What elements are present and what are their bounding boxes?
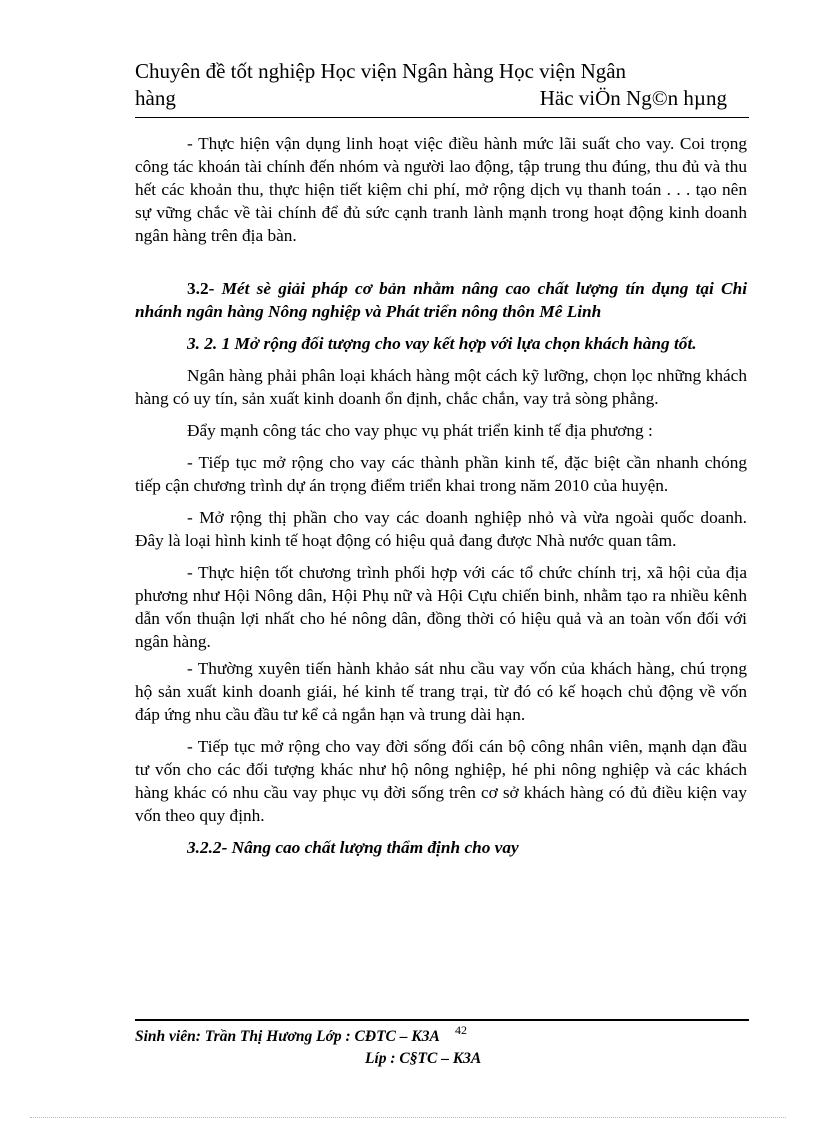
paragraph-3: Đẩy mạnh công tác cho vay phục vụ phát triển kinh tế địa phương : [187,421,653,440]
page-bottom-dotted-line [30,1117,786,1118]
page-number: 42 [455,1023,467,1037]
main-content [135,132,747,859]
paragraph-8: - Tiếp tục mở rộng cho vay đời sống đối cán bộ công nhân viên, mạnh dạn đầu tư vốn cho các đối tượng khác như hộ nông nghiệp, hé phi nông nghiệp và các khách hàng khác có nhu cầu vay phục vụ đời sống trên cơ sở khách hàng có đủ điều kiện vay vốn theo quy định. [135,737,747,825]
section-heading-3-2-1: 3. 2. 1 Mở rộng đối tượng cho vay kết hợp với lựa chọn khách hàng tốt. [187,334,697,353]
section-3-2-number: 3.2- [187,279,222,298]
running-footer [135,1026,481,1070]
paragraph-5: - Mở rộng thị phần cho vay các doanh nghiệp nhỏ và vừa ngoài quốc doanh. Đây là loại hình kinh tế hoạt động có hiệu quả đang được Nhà nước quan tâm. [135,508,747,550]
paragraph-4: - Tiếp tục mở rộng cho vay các thành phần kinh tế, đặc biệt cần nhanh chóng tiếp cận chương trình dự án trọng điểm triển khai trong năm 2010 của huyện. [135,453,747,495]
section-3-2-title: Mét sè giải pháp cơ bản nhằm nâng cao chất lượng tín dụng tại Chi nhánh ngân hàng Nông nghiệp và Phát triển nông thôn Mê Linh [135,279,747,321]
paragraph-6: - Thực hiện tốt chương trình phối hợp với các tổ chức chính trị, xã hội của địa phương như Hội Nông dân, Hội Phụ nữ và Hội Cựu chiến binh, nhằm tạo ra nhiều kênh dẫn vốn thuận lợi nhất cho hé nông dân, đồng thời có hiệu quả và an toàn vốn đối với ngân hàng. [135,563,747,651]
paragraph-1: - Thực hiện vận dụng linh hoạt việc điều hành mức lãi suất cho vay. Coi trọng công tác khoán tài chính đến nhóm và người lao động, tập trung thu đúng, thu đủ và thu hết các khoản thu, thực hiện tiết kiệm chi phí, mở rộng dịch vụ thanh toán . . . tạo nên sự vững chắc về tài chính để đủ sức cạnh tranh lành mạnh trong hoạt động kinh doanh ngân hàng trên địa bàn. [135,134,747,245]
paragraph-2: Ngân hàng phải phân loại khách hàng một cách kỹ lưỡng, chọn lọc những khách hàng có uy tín, sản xuất kinh doanh ổn định, chắc chắn, vay trả sòng phẳng. [135,366,747,408]
footer-line-2: Líp : C§TC – K3A [365,1050,482,1067]
running-header [135,58,735,112]
footer-line-1: Sinh viên: Trần Thị Hương Lớp : CĐTC – K3A [135,1028,440,1045]
header-line-1: Chuyên đề tốt nghiệp Học viện Ngân hàng Học viện Ngân [135,59,627,83]
header-line-2-right: Häc viÖn Ng©n hµng [539,86,727,110]
header-line-2-left: hàng [135,86,176,110]
header-rule [135,117,749,118]
header-line-2 [135,85,735,112]
paragraph-7: - Thường xuyên tiến hành khảo sát nhu cầu vay vốn của khách hàng, chú trọng hộ sản xuất kinh doanh giái, hé kinh tế trang trại, từ đó có kế hoạch chủ động về vốn đáp ứng nhu cầu đầu tư kể cả ngắn hạn và trung dài hạn. [135,659,747,724]
section-heading-3-2-2: 3.2.2- Nâng cao chất lượng thẩm định cho vay [187,838,519,857]
section-heading-3-2 [135,277,747,323]
footer-rule [135,1019,749,1021]
